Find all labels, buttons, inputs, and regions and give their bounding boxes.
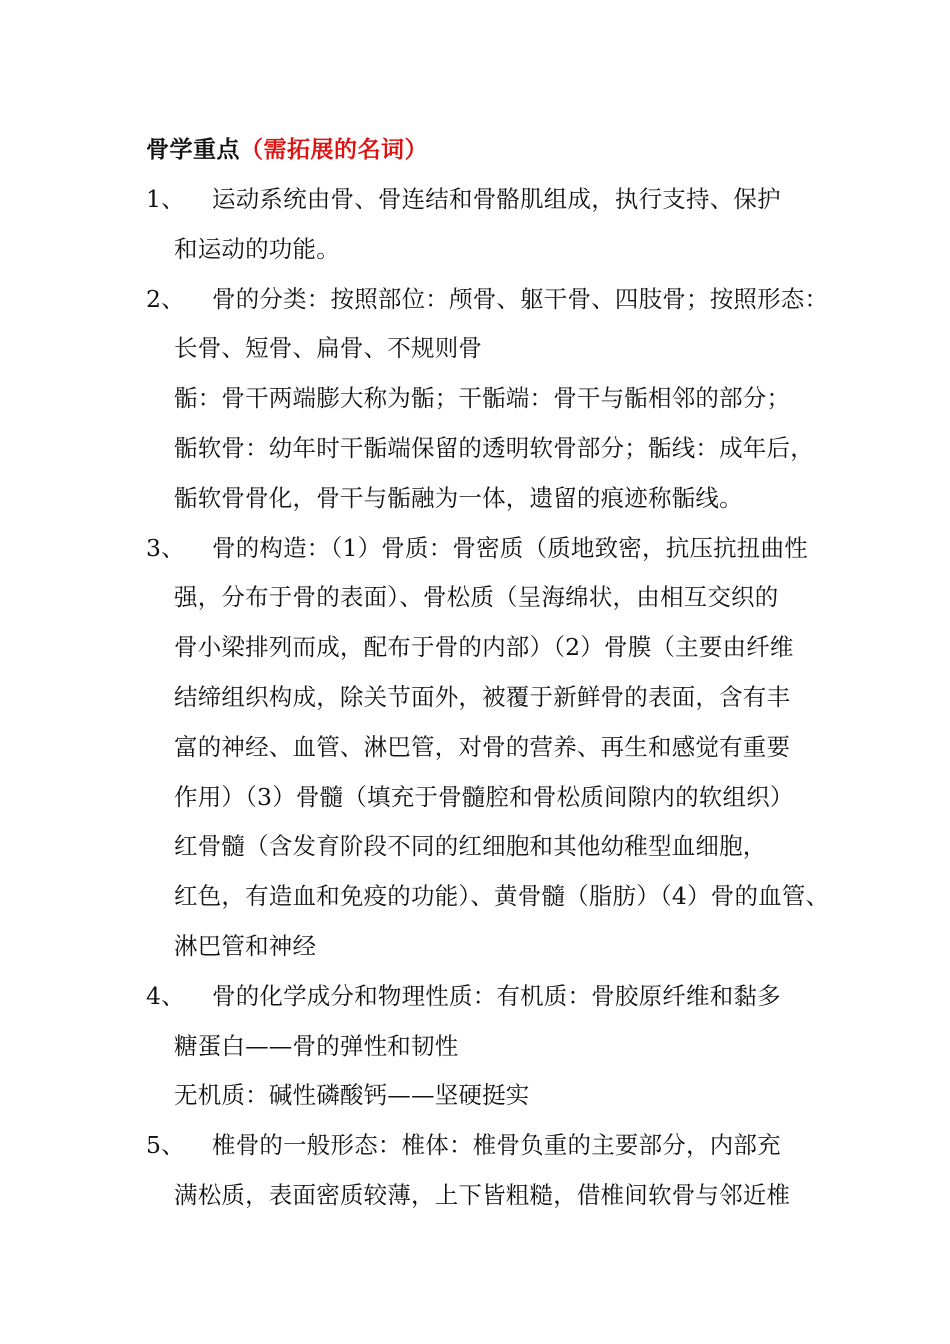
list-item-2-line-5: 骺软骨骨化，骨干与骺融为一体，遗留的痕迹称骺线。 [174, 483, 743, 512]
list-item-number: 2、 [146, 284, 185, 313]
list-item-4-line-1 [146, 972, 836, 1022]
list-item-text: 骨的分类：按照部位：颅骨、躯干骨、四肢骨；按照形态： [212, 284, 829, 313]
list-item-number: 5、 [146, 1131, 185, 1160]
list-item-text: 运动系统由骨、骨连结和骨骼肌组成，执行支持、保护 [212, 185, 781, 213]
list-item-number: 1、 [146, 185, 185, 213]
list-item-3-line-3: 骨小梁排列而成，配布于骨的内部）（2）骨膜（主要由纤维 [174, 633, 794, 662]
list-item-3-line-1 [146, 524, 836, 574]
list-item-2-line-1 [146, 275, 836, 325]
list-item-3-line-5: 富的神经、血管、淋巴管，对骨的营养、再生和感觉有重要 [174, 732, 791, 761]
title-main: 骨学重点 [146, 136, 240, 163]
list-item-2-line-3: 骺：骨干两端膨大称为骺；干骺端：骨干与骺相邻的部分； [174, 384, 791, 413]
document-body [146, 175, 836, 1221]
list-item-2-line-4: 骺软骨：幼年时干骺端保留的透明软骨部分；骺线：成年后， [174, 433, 814, 462]
list-item-3-line-7: 红骨髓（含发育阶段不同的红细胞和其他幼稚型血细胞， [174, 832, 767, 861]
list-item-number: 3、 [146, 533, 185, 562]
list-item-text: 骨的构造：（1）骨质：骨密质（质地致密，抗压抗扭曲性 [212, 533, 808, 562]
title-accent: （需拓展的名词） [240, 136, 428, 163]
list-item-3-line-8: 红色，有造血和免疫的功能）、黄骨髓（脂肪）（4）骨的血管、 [174, 882, 830, 911]
document-title [146, 131, 428, 164]
list-item-1-line-2: 和运动的功能。 [174, 234, 340, 263]
list-item-text: 骨的化学成分和物理性质：有机质：骨胶原纤维和黏多 [212, 981, 781, 1010]
list-item-2-line-2: 长骨、短骨、扁骨、不规则骨 [174, 334, 483, 363]
list-item-3-line-4: 结缔组织构成，除关节面外，被覆于新鲜骨的表面，含有丰 [174, 682, 791, 711]
list-item-number: 4、 [146, 981, 185, 1010]
list-item-3-line-9: 淋巴管和神经 [174, 931, 317, 960]
list-item-5-line-1 [146, 1121, 836, 1171]
list-item-4-line-2: 糖蛋白——骨的弹性和韧性 [174, 1031, 459, 1060]
list-item-3-line-2: 强，分布于骨的表面）、骨松质（呈海绵状，由相互交织的 [174, 583, 779, 612]
list-item-3-line-6: 作用）（3）骨髓（填充于骨髓腔和骨松质间隙内的软组织） [174, 782, 794, 811]
list-item-text: 椎骨的一般形态：椎体：椎骨负重的主要部分，内部充 [212, 1131, 781, 1160]
list-item-4-line-3: 无机质：碱性磷酸钙——坚硬挺实 [174, 1081, 530, 1110]
list-item-5-line-2: 满松质，表面密质较薄，上下皆粗糙，借椎间软骨与邻近椎 [174, 1180, 791, 1209]
list-item-1-line-1 [146, 175, 836, 225]
